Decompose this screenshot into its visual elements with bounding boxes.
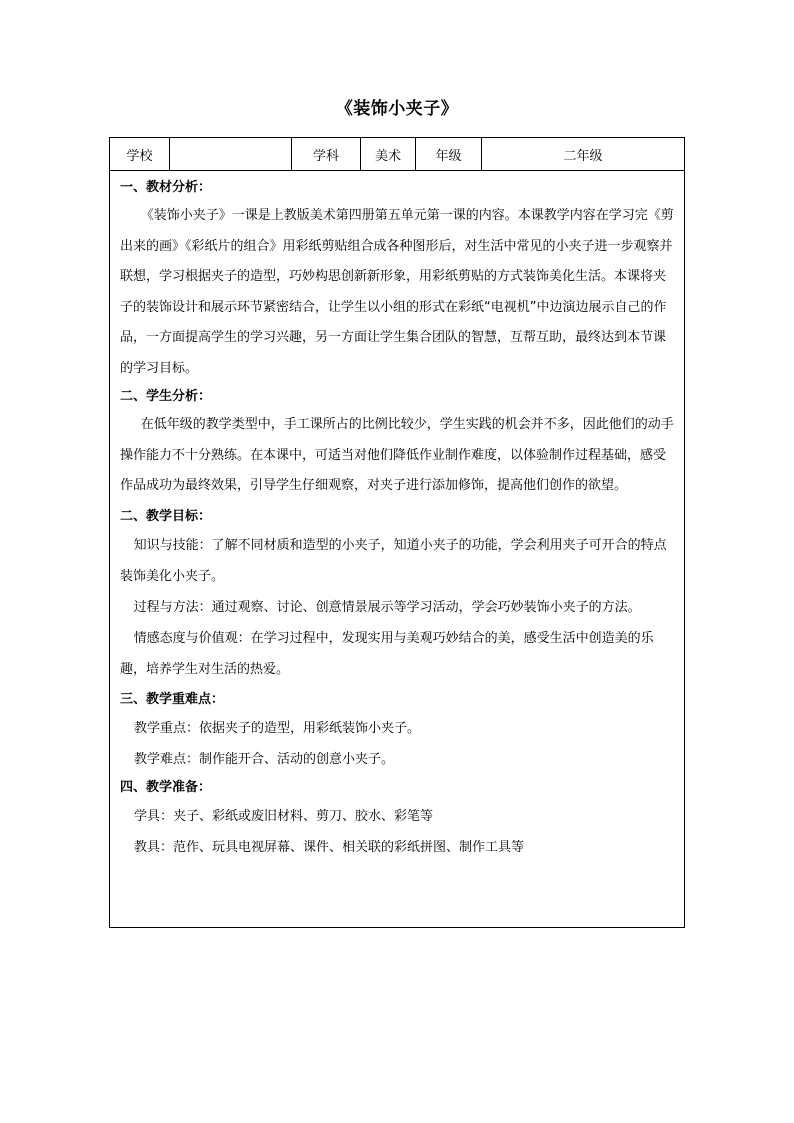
section-title-goals: 二、教学目标： [120,508,212,524]
section-title-key-points: 三、教学重难点： [120,691,225,707]
school-value [170,138,292,170]
section-title-students: 二、学生分析： [120,389,212,404]
table-header-row [110,138,684,171]
subject-value: 美术 [361,138,416,170]
material-analysis-text: 《装饰小夹子》一课是上教版美术第四册第五单元第一课的内容。本课教学内容在学习完《剪出来的画》《彩纸片的组合》用彩纸剪贴组合成各种图形后，对生活中常见的小夹子进一步观察并联想，学习根据夹子的造型，巧妙构思创新新形象，用彩纸剪贴的方式装饰美化生活。本课将夹子的装饰设计和展示环节紧密结合，让学生以小组的形式在彩纸“电视机”中边演边展示自己的作品，一方面提高学生的学习兴趣，另一方面让学生集合团队的智慧，互帮互助，最终达到本节课的学习目标。 [120,208,674,376]
section-title-preparation: 四、教学准备： [120,779,212,795]
lesson-content [110,171,684,927]
section-title-material: 一、教材分析： [120,180,212,195]
grade-value: 二年级 [563,148,603,164]
teacher-materials-text: 教具：范作、玩具电视屏幕、课件、相关联的彩纸拼图、制作工具等 [134,839,525,855]
student-materials-text: 学具：夹子、彩纸或废旧材料、剪刀、胶水、彩笔等 [134,808,434,824]
goal-process: 过程与方法：通过观察、讨论、创意情景展示等学习活动，学会巧妙装饰小夹子的方法。 [133,599,641,615]
page-title: 《装饰小夹子》 [335,99,459,119]
difficult-point-text: 教学难点：制作能开合、活动的创意小夹子。 [134,751,395,767]
lesson-plan-table [109,137,685,928]
subject-label: 学科 [292,138,361,170]
key-point-text: 教学重点：依据夹子的造型，用彩纸装饰小夹子。 [134,720,421,736]
goal-knowledge: 知识与技能：了解不同材质和造型的小夹子，知道小夹子的功能，学会利用夹子可开合的特点装饰美化小夹子。 [120,537,667,584]
student-analysis-text: 在低年级的教学类型中，手工课所占的比例比较少，学生实践的机会并不多，因此他们的动手操作能力不十分熟练。在本课中，可适当对他们降低作业制作难度，以体验制作过程基础，感受作品成功为最终效果，引导学生仔细观察，对夹子进行添加修饰，提高他们创作的欲望。 [120,417,674,493]
grade-label: 年级 [416,138,482,170]
goal-emotion: 情感态度与价值观：在学习过程中，发现实用与美观巧妙结合的美，感受生活中创造美的乐趣，培养学生对生活的热爱。 [120,630,654,677]
school-label: 学校 [110,138,170,170]
